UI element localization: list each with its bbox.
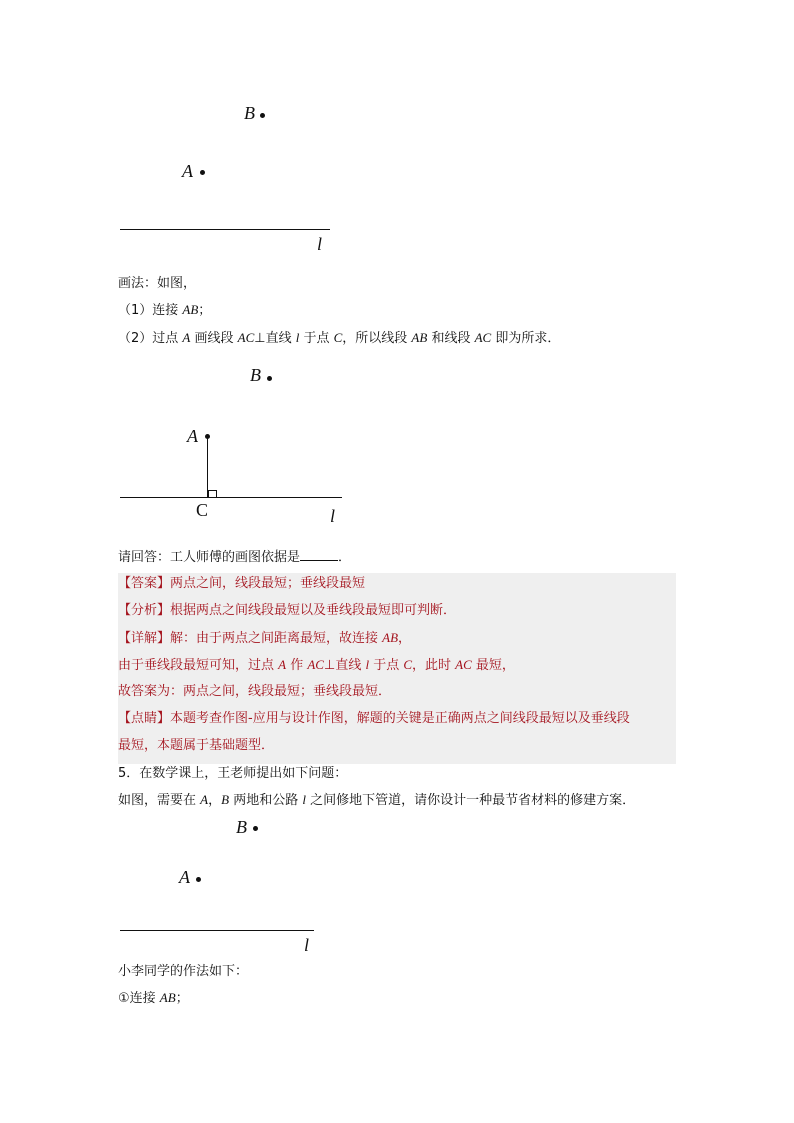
detail-line-1	[118, 629, 411, 648]
line-l-label: l	[330, 506, 336, 526]
xiaoli-heading: 小李同学的作法如下：	[118, 964, 249, 979]
detail-text: 由于垂线段最短可知，过点	[118, 658, 279, 673]
detail-line-2	[118, 656, 515, 675]
detail-point-a: A	[278, 657, 287, 672]
detail-text: 最短，	[471, 658, 515, 673]
xiaoli-step-suffix: ；	[175, 991, 189, 1006]
q5-text: ，	[208, 793, 222, 808]
point-a-label: A	[179, 867, 190, 887]
q5-line-2	[118, 791, 635, 810]
step-2-text: 即为所求．	[491, 331, 561, 346]
q5-text: 之间修地下管道，请你设计一种最节省材料的修建方案．	[305, 793, 636, 808]
detail-text: 解：由于两点之间距离最短，故连接	[170, 631, 383, 646]
point-b-dot	[260, 113, 265, 118]
step-2-text: 直线	[265, 331, 296, 346]
step-2-segment-ab: AB	[411, 330, 428, 345]
q5-point-b: B	[221, 792, 230, 807]
point-c-label: C	[196, 500, 209, 520]
step-2-segment-ac: AC	[474, 330, 492, 345]
detail-segment-ac: AC	[455, 657, 472, 672]
line-l	[120, 497, 342, 498]
step-2-line-l: l	[295, 330, 300, 345]
line-l-label: l	[304, 935, 310, 955]
q5-text: 两地和公路	[229, 793, 303, 808]
detail-point-c: C	[403, 657, 413, 672]
segment-ac	[207, 436, 208, 498]
step-2-point-a: A	[182, 330, 191, 345]
question-text: 请回答：工人师傅的画图依据是	[118, 550, 301, 565]
detail-text: 作	[286, 658, 308, 673]
point-b-label: B	[250, 365, 261, 385]
step-2-text: （2）过点	[118, 331, 183, 346]
q5-point-a: A	[200, 792, 209, 807]
step-2-text: 画线段	[190, 331, 238, 346]
xiaoli-step-prefix: ①连接	[118, 991, 160, 1006]
line-l	[120, 229, 330, 230]
method-step-1	[118, 301, 211, 320]
comment-line-2: 最短，本题属于基础题型．	[118, 738, 275, 753]
detail-line-3: 故答案为：两点之间，线段最短；垂线段最短．	[118, 684, 392, 699]
question-line	[118, 548, 351, 567]
method-step-2	[118, 329, 560, 348]
method-heading: 画法：如图，	[118, 276, 197, 291]
comment-tag: 【点睛】	[118, 711, 171, 726]
step-2-point-c: C	[333, 330, 343, 345]
step-2-text: 于点	[299, 331, 334, 346]
point-a-dot	[196, 877, 201, 882]
figure-2	[118, 360, 358, 530]
step-1-suffix: ；	[198, 303, 212, 318]
q5-text: 如图，需要在	[118, 793, 201, 808]
step-2-text: ，所以线段	[342, 331, 412, 346]
answer-blank	[300, 548, 338, 561]
step-1-segment: AB	[182, 302, 199, 317]
detail-tag: 【详解】	[118, 631, 171, 646]
detail-text: ，	[398, 631, 412, 646]
comment-text: 本题考查作图-应用与设计作图，解题的关键是正确两点之间线段最短以及垂线段	[170, 711, 630, 726]
point-b-dot	[267, 376, 272, 381]
xiaoli-step-1	[118, 989, 189, 1008]
point-b-label: B	[236, 817, 247, 837]
detail-text: 直线	[335, 658, 366, 673]
answer-line	[118, 575, 365, 593]
q5-line-1: 5．在数学课上，王老师提出如下问题：	[118, 766, 348, 781]
point-a-dot	[200, 170, 205, 175]
answer-text: 两点之间，线段最短；垂线段最短	[170, 576, 366, 591]
analysis-line	[118, 602, 456, 620]
figure-1	[118, 95, 348, 255]
analysis-tag: 【分析】	[118, 603, 171, 618]
detail-text: 于点	[369, 658, 404, 673]
question-end: ．	[338, 550, 352, 565]
point-a-label: A	[187, 426, 198, 446]
step-2-text: 和线段	[427, 331, 475, 346]
step-2-segment-ac: AC	[237, 330, 255, 345]
perpendicular-symbol: ⊥	[254, 331, 266, 346]
perpendicular-symbol: ⊥	[323, 658, 336, 673]
detail-line-l: l	[365, 657, 370, 672]
step-1-prefix: （1）连接	[118, 303, 183, 318]
line-l	[120, 930, 314, 931]
line-l-label: l	[317, 234, 323, 254]
point-b-dot	[253, 826, 258, 831]
detail-text: ，此时	[412, 658, 456, 673]
detail-segment-ab: AB	[382, 630, 399, 645]
point-a-label: A	[182, 161, 193, 181]
figure-3	[118, 812, 338, 962]
comment-line-1	[118, 710, 630, 728]
analysis-text: 根据两点之间线段最短以及垂线段最短即可判断．	[170, 603, 457, 618]
point-b-label: B	[244, 103, 255, 123]
xiaoli-step-segment: AB	[159, 990, 176, 1005]
detail-segment-ac: AC	[307, 657, 324, 672]
answer-tag: 【答案】	[118, 576, 171, 591]
q5-line-l: l	[302, 792, 306, 807]
